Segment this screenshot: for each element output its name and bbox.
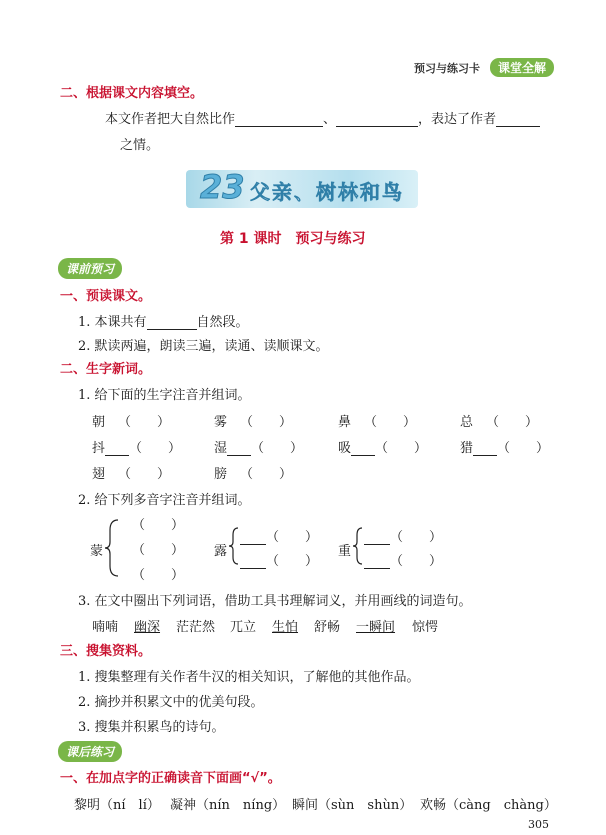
pinyin-paren[interactable]: （ ） xyxy=(118,467,171,482)
pinyin-paren[interactable]: （ ） xyxy=(486,415,539,430)
section4-heading: 一、在加点字的正确读音下面画“√”。 xyxy=(60,771,281,786)
char-item xyxy=(338,437,427,456)
char-dou: 抖 xyxy=(92,441,106,456)
char-item xyxy=(214,463,292,482)
pinyin-paren[interactable]: （ ） xyxy=(266,530,319,545)
s1-q1-tail: 自然段。 xyxy=(196,315,249,330)
s1-q1 xyxy=(78,311,249,330)
reading-item xyxy=(292,794,412,813)
s2-q1: 1. 给下面的生字注音并组词。 xyxy=(78,388,251,403)
fill-blank[interactable] xyxy=(336,126,418,127)
pinyin-paren[interactable]: （ ） xyxy=(497,441,550,456)
pinyin-paren[interactable]: （ ） xyxy=(240,467,293,482)
word-blank[interactable] xyxy=(240,544,266,545)
brace-icon xyxy=(352,526,364,566)
header-badge: 课堂全解 xyxy=(490,58,554,77)
char-item xyxy=(214,411,292,430)
poly-row xyxy=(240,550,318,569)
header-title: 预习与练习卡 xyxy=(414,62,480,75)
char-wu: 雾 xyxy=(214,415,228,430)
s3-q2: 2. 摘抄并积累文中的优美句段。 xyxy=(78,695,264,710)
brace-icon xyxy=(228,526,240,566)
poly-char-lu: 露 xyxy=(214,544,228,559)
fill-blank[interactable] xyxy=(147,329,197,330)
char-item xyxy=(460,437,549,456)
vocab-word-underlined: 幽深 xyxy=(134,620,161,635)
char-shi: 湿 xyxy=(214,441,228,456)
pinyin-paren[interactable]: （ ） xyxy=(266,554,319,569)
s2-q2: 2. 给下列多音字注音并组词。 xyxy=(78,493,251,508)
poly-row xyxy=(364,526,442,545)
vocab-word: 喃喃 xyxy=(92,620,119,635)
fill-blank[interactable] xyxy=(496,126,540,127)
pinyin-paren[interactable]: （ ） xyxy=(390,554,443,569)
pinyin-paren[interactable]: （ ） xyxy=(132,518,185,533)
pinyin-paren[interactable]: （ ） xyxy=(132,543,185,558)
section2-heading: 二、生字新词。 xyxy=(60,362,152,377)
char-item xyxy=(92,463,170,482)
word-blank[interactable] xyxy=(473,455,497,456)
word-blank[interactable] xyxy=(364,544,390,545)
char-zong: 总 xyxy=(460,415,474,430)
s3-q3: 3. 搜集并积累鸟的诗句。 xyxy=(78,720,225,735)
post-lesson-badge: 课后练习 xyxy=(58,741,122,762)
char-item xyxy=(338,411,416,430)
brace-icon xyxy=(104,518,120,578)
word-blank[interactable] xyxy=(105,455,129,456)
poly-char-zhong: 重 xyxy=(338,544,352,559)
pinyin-paren[interactable]: （ ） xyxy=(132,568,185,583)
lesson-subtitle: 第 1 课时 预习与练习 xyxy=(220,231,366,247)
vocab-word-underlined: 一瞬间 xyxy=(356,620,396,635)
vocab-word: 茫茫然 xyxy=(176,620,216,635)
char-item xyxy=(92,437,181,456)
reading-options[interactable]: （nín níng） xyxy=(196,798,286,813)
pinyin-paren[interactable]: （ ） xyxy=(364,415,417,430)
char-chi: 翅 xyxy=(92,467,106,482)
char-item xyxy=(214,437,303,456)
reading-word: 瞬间 xyxy=(292,798,319,813)
char-item xyxy=(460,411,538,430)
pinyin-paren[interactable]: （ ） xyxy=(375,441,428,456)
fill-blank[interactable] xyxy=(235,126,323,127)
reading-item xyxy=(170,794,285,813)
poly-row xyxy=(364,550,442,569)
pinyin-paren[interactable]: （ ） xyxy=(129,441,182,456)
s1-q1-text: 1. 本课共有 xyxy=(78,315,147,330)
prev-text-b: ，表达了作者 xyxy=(418,112,497,127)
vocab-word-underlined: 生怕 xyxy=(272,620,299,635)
lesson-title: 父亲、树林和鸟 xyxy=(250,180,404,204)
reading-item xyxy=(420,794,557,813)
reading-options[interactable]: （ní lí） xyxy=(100,798,160,813)
word-blank[interactable] xyxy=(227,455,251,456)
reading-item xyxy=(74,794,160,813)
s3-q1: 1. 搜集整理有关作者牛汉的相关知识，了解他的其他作品。 xyxy=(78,670,420,685)
pinyin-paren[interactable]: （ ） xyxy=(390,530,443,545)
word-blank[interactable] xyxy=(351,455,375,456)
pinyin-paren[interactable]: （ ） xyxy=(118,415,171,430)
vocab-word: 舒畅 xyxy=(314,620,341,635)
reading-options[interactable]: （sùn shùn） xyxy=(318,798,413,813)
word-blank[interactable] xyxy=(240,568,266,569)
char-xi: 吸 xyxy=(338,441,352,456)
page-number: 305 xyxy=(528,818,549,831)
prev-sep: 、 xyxy=(323,112,337,127)
vocab-word: 惊愕 xyxy=(412,620,439,635)
char-bi: 鼻 xyxy=(338,415,352,430)
pinyin-paren[interactable]: （ ） xyxy=(240,415,293,430)
reading-word: 欢畅 xyxy=(420,798,447,813)
word-blank[interactable] xyxy=(364,568,390,569)
poly-char-meng: 蒙 xyxy=(90,544,104,559)
reading-options[interactable]: （càng chàng） xyxy=(446,798,557,813)
s1-q2: 2. 默读两遍，朗读三遍，读通、读顺课文。 xyxy=(78,339,329,354)
prev-heading: 二、根据课文内容填空。 xyxy=(60,86,204,101)
section3-heading: 三、搜集资料。 xyxy=(60,644,152,659)
vocab-word: 兀立 xyxy=(230,620,257,635)
poly-row xyxy=(240,526,318,545)
lesson-number: 23 xyxy=(200,168,245,206)
prev-line2: 之情。 xyxy=(120,138,160,153)
prev-text-a: 本文作者把大自然比作 xyxy=(105,112,236,127)
char-item xyxy=(92,411,170,430)
pre-study-badge: 课前预习 xyxy=(58,258,122,279)
reading-word: 凝神 xyxy=(170,798,197,813)
char-lie: 猎 xyxy=(460,441,474,456)
prev-fill-line xyxy=(105,108,540,127)
reading-word: 黎明 xyxy=(74,798,101,813)
section1-heading: 一、预读课文。 xyxy=(60,289,152,304)
char-bang: 膀 xyxy=(214,467,228,482)
char-zhao: 朝 xyxy=(92,415,106,430)
pinyin-paren[interactable]: （ ） xyxy=(251,441,304,456)
s2-q3: 3. 在文中圈出下列词语，借助工具书理解词义，并用画线的词造句。 xyxy=(78,594,472,609)
